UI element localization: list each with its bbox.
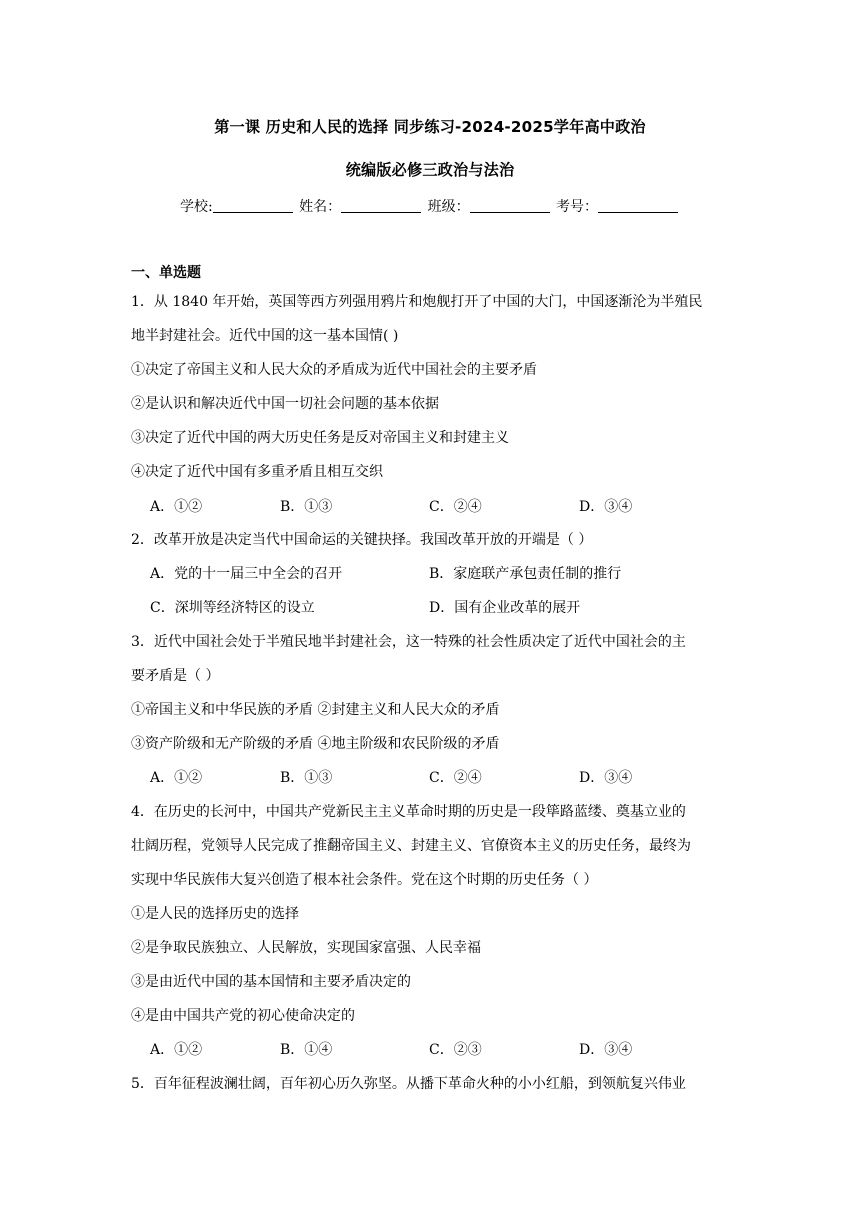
exam-no-blank[interactable]	[598, 198, 678, 213]
q4-stem-line-2: 壮阔历程，党领导人民完成了推翻帝国主义、封建主义、官僚资本主义的历史任务，最终为	[131, 838, 691, 854]
q1-option-b[interactable]: B．①③	[280, 499, 333, 515]
q2-options-row-2	[150, 597, 750, 617]
q2-stem: 2．改革开放是决定当代中国命运的关键抉择。我国改革开放的开端是（ ）	[131, 532, 593, 548]
q1-option-d[interactable]: D．③④	[579, 499, 633, 515]
q4-item-1: ①是人民的选择历史的选择	[131, 906, 299, 922]
q1-options	[150, 496, 750, 516]
q4-item-4: ④是由中国共产党的初心使命决定的	[131, 1008, 355, 1024]
class-blank[interactable]	[470, 198, 550, 213]
q5-stem-line-1: 5．百年征程波澜壮阔，百年初心历久弥坚。从播下革命火种的小小红船，到领航复兴伟业	[131, 1076, 686, 1092]
school-label: 学校:	[179, 199, 213, 215]
exam-no-label: 考号：	[556, 199, 599, 215]
q2-option-c[interactable]: C．深圳等经济特区的设立	[150, 600, 315, 616]
q3-option-d[interactable]: D．③④	[579, 770, 633, 786]
q3-option-c[interactable]: C．②④	[429, 770, 482, 786]
q2-option-d[interactable]: D．国有企业改革的展开	[429, 600, 581, 616]
q3-items-line-2: ③资产阶级和无产阶级的矛盾 ④地主阶级和农民阶级的矛盾	[131, 736, 500, 752]
q4-stem-line-1: 4．在历史的长河中，中国共产党新民主主义革命时期的历史是一段筚路蓝缕、奠基立业的	[131, 804, 686, 820]
q4-item-2: ②是争取民族独立、人民解放，实现国家富强、人民幸福	[131, 940, 481, 956]
q3-option-b[interactable]: B．①③	[280, 770, 333, 786]
q3-option-a[interactable]: A．①②	[150, 770, 203, 786]
q1-item-4: ④决定了近代中国有多重矛盾且相互交织	[131, 464, 383, 480]
school-blank[interactable]	[213, 198, 293, 213]
name-blank[interactable]	[341, 198, 421, 213]
q2-option-a[interactable]: A．党的十一届三中全会的召开	[150, 566, 343, 582]
q4-option-a[interactable]: A．①②	[150, 1042, 203, 1058]
q1-item-2: ②是认识和解决近代中国一切社会问题的基本依据	[131, 396, 439, 412]
q1-item-3: ③决定了近代中国的两大历史任务是反对帝国主义和封建主义	[131, 430, 509, 446]
q1-option-c[interactable]: C．②④	[429, 499, 482, 515]
page-title-line-2: 统编版必修三政治与法治	[345, 161, 515, 179]
section-title: 一、单选题	[131, 265, 201, 281]
page-title-line-1: 第一课 历史和人民的选择 同步练习-2024-2025学年高中政治	[214, 118, 646, 136]
q4-stem-line-3: 实现中华民族伟大复兴创造了根本社会条件。党在这个时期的历史任务（ ）	[131, 872, 598, 888]
q2-options-row-1	[150, 563, 750, 583]
name-label: 姓名：	[299, 199, 342, 215]
q4-option-b[interactable]: B．①④	[280, 1042, 333, 1058]
q1-option-a[interactable]: A．①②	[150, 499, 203, 515]
class-label: 班级：	[427, 199, 470, 215]
q3-stem-line-2: 要矛盾是（ ）	[131, 668, 220, 684]
q1-stem-line-1: 1．从 1840 年开始，英国等西方列强用鸦片和炮舰打开了中国的大门，中国逐渐沦为半殖民	[131, 294, 703, 310]
q4-options	[150, 1039, 750, 1059]
q4-option-d[interactable]: D．③④	[579, 1042, 633, 1058]
q3-stem-line-1: 3．近代中国社会处于半殖民地半封建社会，这一特殊的社会性质决定了近代中国社会的主	[131, 634, 686, 650]
q2-option-b[interactable]: B．家庭联产承包责任制的推行	[429, 566, 622, 582]
q4-option-c[interactable]: C．②③	[429, 1042, 482, 1058]
q3-options	[150, 767, 750, 787]
q1-stem-line-2: 地半封建社会。近代中国的这一基本国情( )	[131, 328, 399, 344]
student-info-row	[0, 196, 860, 216]
q4-item-3: ③是由近代中国的基本国情和主要矛盾决定的	[131, 974, 411, 990]
q3-items-line-1: ①帝国主义和中华民族的矛盾 ②封建主义和人民大众的矛盾	[131, 702, 500, 718]
q1-item-1: ①决定了帝国主义和人民大众的矛盾成为近代中国社会的主要矛盾	[131, 362, 537, 378]
